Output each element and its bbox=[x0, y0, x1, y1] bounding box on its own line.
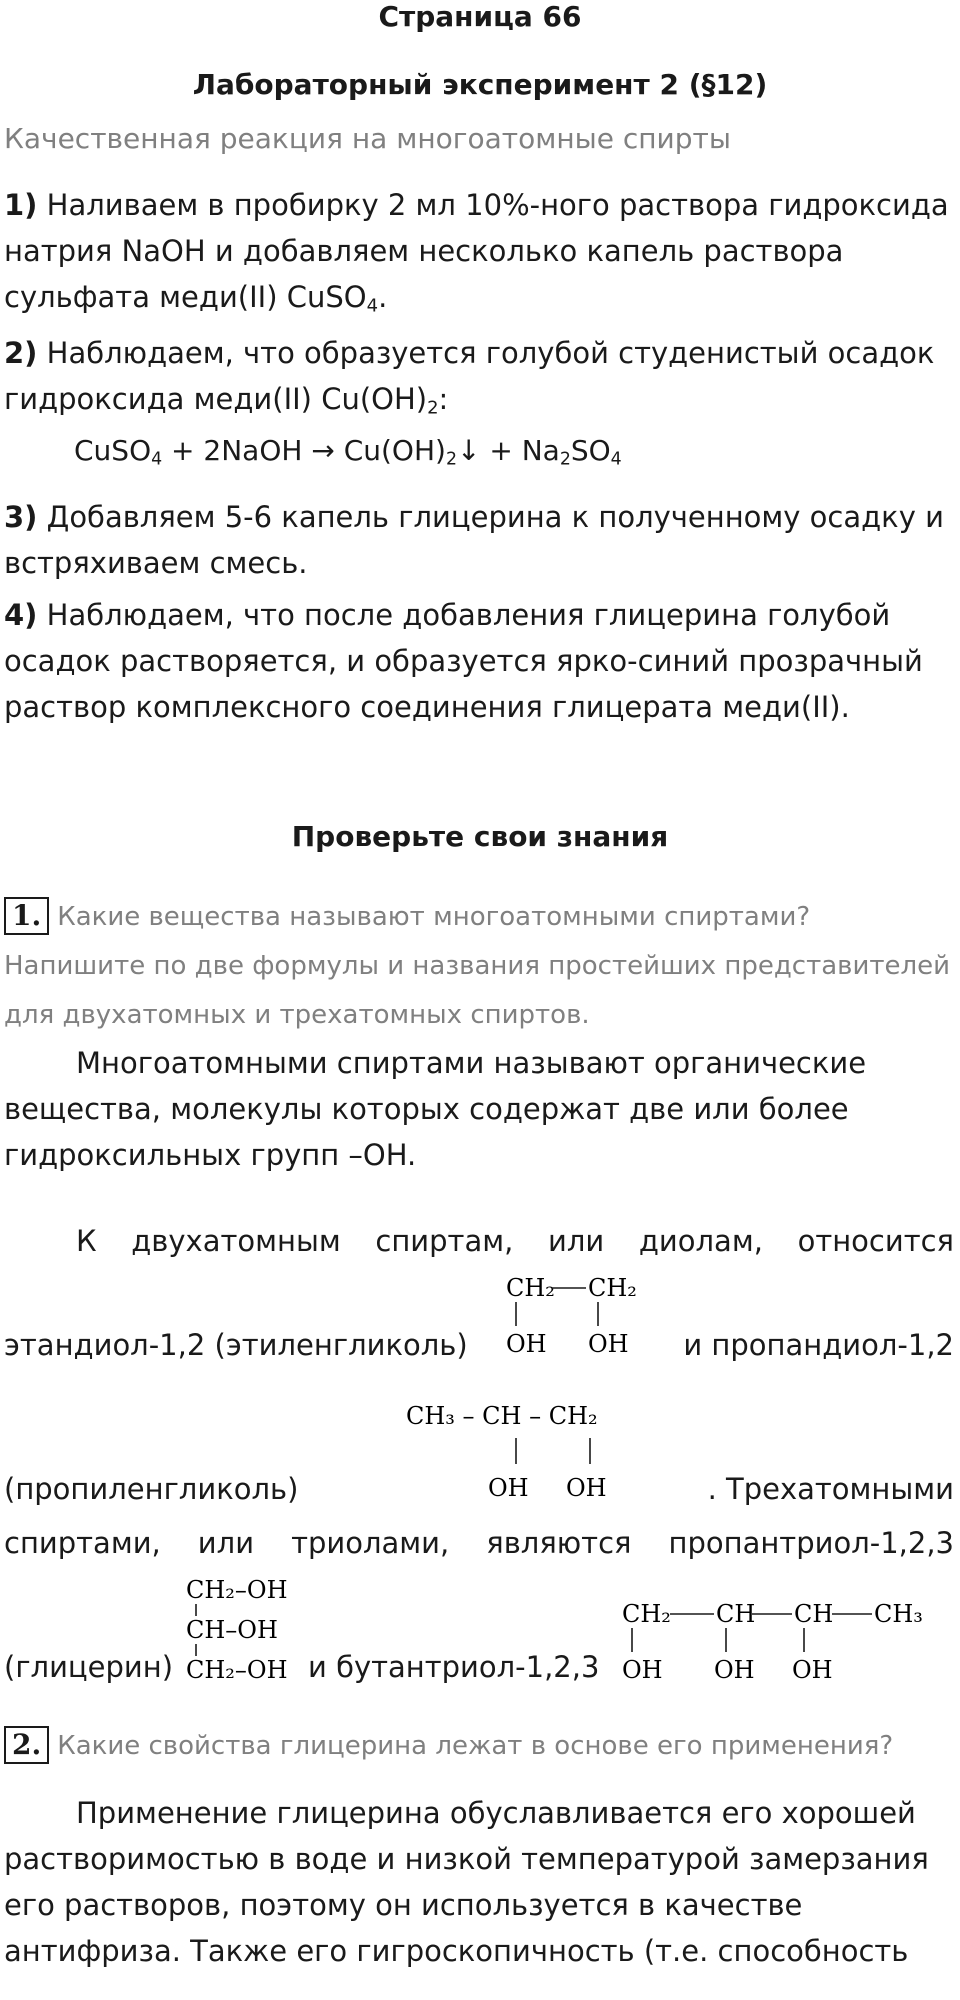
q2-answer: Применение глицерина обуславливается его хорошей растворимостью в воде и низкой температурой замерзания его растворов, поэтому он используется в качестве антифриза. Также его гигроскопичность (т.е. способность bbox=[4, 1796, 929, 1968]
ethylene-glycol-structure bbox=[500, 1268, 650, 1368]
step-1 bbox=[4, 182, 954, 329]
lab-subtitle: Качественная реакция на многоатомные спирты bbox=[4, 122, 731, 155]
eq-part: ↓ + Na bbox=[456, 434, 560, 467]
formula-atom: OH bbox=[588, 1330, 629, 1358]
ethylene-glycol-formula bbox=[500, 1268, 650, 1368]
page-title: Страница 66 bbox=[378, 0, 582, 33]
eq-sub: 2 bbox=[559, 449, 571, 470]
formula-atom: OH bbox=[488, 1474, 529, 1502]
butanetriol-formula bbox=[620, 1596, 960, 1696]
formula-atom: CH bbox=[716, 1600, 756, 1628]
question-number: 1. bbox=[4, 897, 49, 935]
eq-part: CuSO bbox=[74, 434, 152, 467]
glycerol-name: (глицерин) bbox=[4, 1650, 174, 1684]
formula-atom: CH₃ – CH – CH₂ bbox=[406, 1402, 598, 1430]
formula-atom: CH₂–OH bbox=[186, 1576, 288, 1604]
check-section-title: Проверьте свои знания bbox=[291, 820, 669, 853]
propylene-glycol-structure bbox=[404, 1398, 634, 1508]
formula-atom: CH bbox=[794, 1600, 834, 1628]
step-text: Наблюдаем, что после добавления глицерина голубой осадок растворяется, и образуется ярко-синий прозрачный раствор комплексного соединения глицерата меди(II). bbox=[4, 598, 923, 724]
eq-sub: 4 bbox=[610, 449, 622, 470]
glycerol-structure bbox=[184, 1572, 304, 1692]
eq-sub: 4 bbox=[151, 449, 163, 470]
step-text: Наливаем в пробирку 2 мл 10%-ного раствора гидроксида натрия NaOH и добавляем несколько капель раствора сульфата меди(II) CuSO bbox=[4, 188, 949, 314]
formula-atom: OH bbox=[622, 1656, 663, 1684]
subscript: 2 bbox=[427, 397, 439, 419]
step-2 bbox=[4, 330, 954, 431]
question-number: 2. bbox=[4, 1726, 49, 1764]
q1-answer-line1: К двухатомным спиртам, или диолам, относится bbox=[76, 1224, 954, 1258]
formula-atom: OH bbox=[714, 1656, 755, 1684]
subscript: 4 bbox=[366, 295, 379, 317]
formula-atom: CH₂ bbox=[506, 1274, 555, 1302]
triols-intro: . Трехатомными bbox=[707, 1472, 954, 1506]
question-text: Какие вещества называют многоатомными спиртами? Напишите по две формулы и названия простейших представителей для двухатомных и трехатомных спиртов. bbox=[4, 902, 951, 1030]
lab-title: Лабораторный эксперимент 2 (§12) bbox=[192, 68, 768, 101]
step-number: 1) bbox=[4, 188, 38, 222]
step-text: Добавляем 5-6 капель глицерина к полученному осадку и встряхиваем смесь. bbox=[4, 500, 944, 580]
formula-atom: CH₂ bbox=[622, 1600, 671, 1628]
step-4 bbox=[4, 592, 954, 730]
butanetriol-name: и бутантриол-1,2,3 bbox=[308, 1650, 600, 1684]
ethylene-glycol-name: этандиол-1,2 (этиленгликоль) bbox=[4, 1328, 468, 1362]
triols-line: спиртами, или триолами, являются пропантриол-1,2,3 bbox=[4, 1526, 954, 1560]
eq-part: + 2NaOH → Cu(OH) bbox=[162, 434, 446, 467]
butanetriol-structure bbox=[620, 1596, 960, 1696]
formula-atom: OH bbox=[506, 1330, 547, 1358]
step-text: Наблюдаем, что образуется голубой студенистый осадок гидроксида меди(II) Cu(OH) bbox=[4, 336, 935, 416]
eq-sub: 2 bbox=[445, 449, 457, 470]
reaction-equation bbox=[74, 434, 622, 469]
formula-atom: CH₃ bbox=[874, 1600, 923, 1628]
step-tail: . bbox=[378, 280, 388, 314]
formula-atom: CH₂ bbox=[588, 1274, 637, 1302]
formula-atom: OH bbox=[792, 1656, 833, 1684]
eq-part: SO bbox=[570, 434, 611, 467]
step-3 bbox=[4, 494, 954, 586]
formula-atom: CH₂–OH bbox=[186, 1656, 288, 1684]
glycerol-formula bbox=[184, 1572, 304, 1692]
propylene-glycol-formula bbox=[404, 1398, 634, 1508]
step-number: 3) bbox=[4, 500, 38, 534]
question-1 bbox=[4, 894, 954, 1041]
step-tail: : bbox=[438, 382, 449, 416]
formula-atom: CH–OH bbox=[186, 1616, 278, 1644]
step-number: 4) bbox=[4, 598, 38, 632]
propylene-glycol-name: и пропандиол-1,2 bbox=[683, 1328, 954, 1362]
question-2 bbox=[4, 1724, 954, 1771]
question-text: Какие свойства глицерина лежат в основе его применения? bbox=[57, 1731, 894, 1761]
q1-answer-p1: Многоатомными спиртами называют органические вещества, молекулы которых содержат две или более гидроксильных групп –OH. bbox=[4, 1046, 867, 1172]
step-number: 2) bbox=[4, 336, 38, 370]
formula-atom: OH bbox=[566, 1474, 607, 1502]
propylene-glycol-label: (пропиленгликоль) bbox=[4, 1472, 299, 1506]
